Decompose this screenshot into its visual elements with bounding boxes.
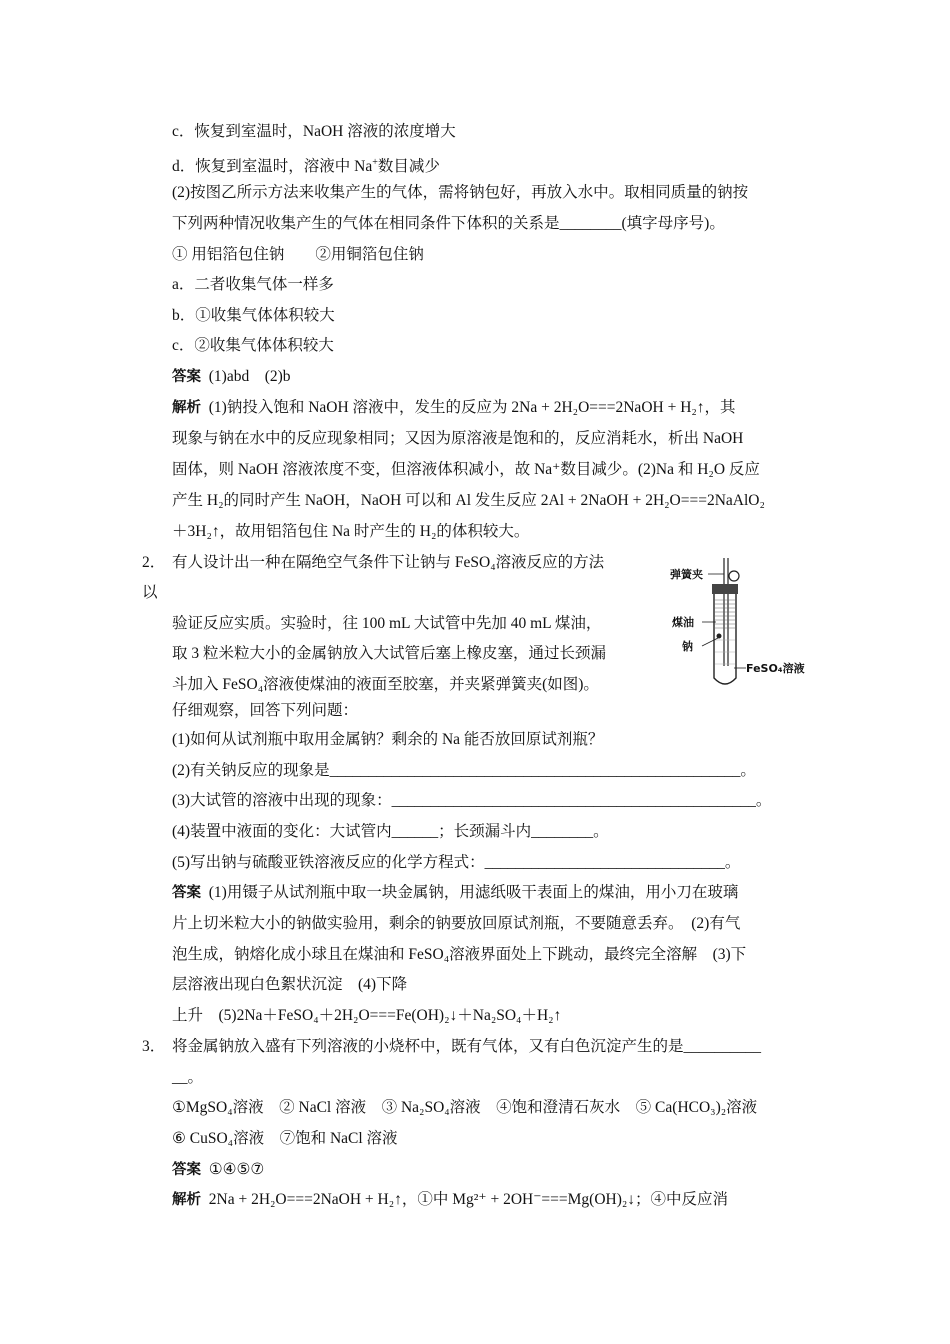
q2-intro-line2: 验证反应实质。实验时，往 100 mL 大试管中先加 40 mL 煤油， [172, 615, 602, 632]
q2-intro-line1: 有人设计出一种在隔绝空气条件下让钠与 FeSO₄溶液反应的方法 [172, 554, 605, 571]
q1-answer [172, 367, 291, 387]
q1-part2-option-a: a．二者收集气体一样多 [172, 276, 334, 293]
q3-options-line2: ⑥ CuSO₄溶液 ⑦饱和 NaCl 溶液 [172, 1130, 398, 1147]
q2-answer-line4: 层溶液出现白色絮状沉淀 (4)下降 [172, 976, 408, 993]
q1-option-d [172, 153, 440, 177]
q2-sub4: (4)装置中液面的变化：大试管内______；长颈漏斗内________。 [172, 823, 609, 840]
analysis-label: 解析 [172, 1192, 201, 1208]
q1-part2-line1 [172, 183, 812, 203]
q3-number: 3． [142, 1038, 166, 1055]
q1-analysis-line3: 固体，则 NaOH 溶液浓度不变，但溶液体积减小，故 Na⁺数目减少。(2)Na 和 H₂O 反应 [172, 461, 760, 478]
answer-text: ①④⑤⑦ [201, 1161, 265, 1178]
q2-sub5: (5)写出钠与硫酸亚铁溶液反应的化学方程式：_______________________________。 [172, 854, 741, 871]
q1-analysis-line1 [172, 398, 736, 418]
q2-intro-line5: 仔细观察，回答下列问题： [172, 702, 359, 719]
answer-label: 答案 [172, 369, 201, 385]
q1-option-d-sup: + [372, 157, 378, 168]
q1-part2-line2: 下列两种情况收集产生的气体在相同条件下体积的关系是________(填字母序号)。 [172, 215, 725, 232]
q2-intro-line3: 取 3 粒米粒大小的金属钠放入大试管后塞上橡皮塞，通过长颈漏 [172, 645, 607, 662]
answer-text: (1)abd (2)b [201, 368, 291, 385]
q2-answer-line3: 泡生成，钠熔化成小球且在煤油和 FeSO₄溶液界面处上下跳动，最终完全溶解 (3)下 [172, 946, 747, 963]
q1-analysis-line4: 产生 H₂的同时产生 NaOH，NaOH 可以和 Al 发生反应 2Al + 2NaOH + 2H₂O===2NaAlO₂ [172, 492, 765, 509]
q1-analysis-line2: 现象与钠在水中的反应现象相同；又因为原溶液是饱和的，反应消耗水，析出 NaOH [172, 430, 744, 447]
q2-answer-line5: 上升 (5)2Na＋FeSO₄＋2H₂O===Fe(OH)₂↓＋Na₂SO₄＋H₂↑ [172, 1007, 562, 1024]
q3-options-line1: ①MgSO₄溶液 ② NaCl 溶液 ③ Na₂SO₄溶液 ④饱和澄清石灰水 ⑤ Ca(HCO₃)₂溶液 [172, 1099, 758, 1116]
q3-intro-line1: 将金属钠放入盛有下列溶液的小烧杯中，既有气体，又有白色沉淀产生的是__________ [172, 1038, 762, 1055]
q1-option-c: c．恢复到室温时，NaOH 溶液的浓度增大 [172, 123, 456, 140]
q2-sub2: (2)有关钠反应的现象是_____________________________________________________。 [172, 762, 756, 779]
solution-layer [715, 640, 735, 664]
label-kerosene: 煤油 [672, 616, 694, 629]
q1-part2-option-b: b．①收集气体体积较大 [172, 307, 335, 324]
q3-analysis-line1 [172, 1190, 728, 1210]
label-spring-clip: 弹簧夹 [670, 568, 703, 581]
sodium-piece [717, 634, 722, 639]
q3-answer [172, 1160, 264, 1180]
test-tube [714, 594, 736, 684]
answer-label: 答案 [172, 885, 201, 901]
analysis-text: (1)钠投入饱和 NaOH 溶液中，发生的反应为 2Na + 2H₂O===2NaOH + H₂↑，其 [201, 399, 736, 416]
kerosene-layer [715, 600, 735, 628]
analysis-text: 2Na + 2H₂O===2NaOH + H₂↑，①中 Mg²⁺ + 2OH⁻===Mg(OH)₂↓；④中反应消 [201, 1191, 729, 1208]
q1-option-d-text: d．恢复到室温时，溶液中 Na [172, 158, 373, 175]
q1-part2-text1: (2)按图乙所示方法来收集产生的气体，需将钠包好，再放入水中。取相同质量的钠按 [172, 184, 749, 201]
label-sodium: 钠 [682, 640, 693, 653]
q2-sub1: (1)如何从试剂瓶中取用金属钠？剩余的 Na 能否放回原试剂瓶？ [172, 731, 604, 748]
label-feso4-solution: FeSO₄溶液 [746, 662, 805, 675]
q2-sub3: (3)大试管的溶液中出现的现象：_______________________________________________。 [172, 792, 772, 809]
clamp-bulb [729, 571, 739, 581]
q2-number: 2． [142, 554, 166, 571]
q3-intro-line2: __。 [172, 1069, 204, 1086]
q2-answer-line1 [172, 883, 738, 903]
q1-part2-option-c: c．②收集气体体积较大 [172, 337, 334, 354]
apparatus-figure [672, 556, 812, 696]
q1-part2-choices: ① 用铝箔包住钠 ②用铜箔包住钠 [172, 246, 424, 263]
q2-answer-line2: 片上切米粒大小的钠做实验用，剩余的钠要放回原试剂瓶，不要随意丢弃。 (2)有气 [172, 915, 741, 932]
q2-intro-wrap: 以 [142, 584, 158, 601]
answer-text: (1)用镊子从试剂瓶中取一块金属钠，用滤纸吸干表面上的煤油，用小刀在玻璃 [201, 884, 739, 901]
answer-label: 答案 [172, 1162, 201, 1178]
q2-intro-line4: 斗加入 FeSO₄溶液使煤油的液面至胶塞，并夹紧弹簧夹(如图)。 [172, 676, 599, 693]
q1-option-d-tail: 数目减少 [377, 158, 440, 175]
leader-na [702, 638, 718, 646]
q1-analysis-line5: ＋3H₂↑，故用铝箔包住 Na 时产生的 H₂的体积较大。 [172, 523, 530, 540]
rubber-stopper [712, 584, 738, 594]
analysis-label: 解析 [172, 400, 201, 416]
